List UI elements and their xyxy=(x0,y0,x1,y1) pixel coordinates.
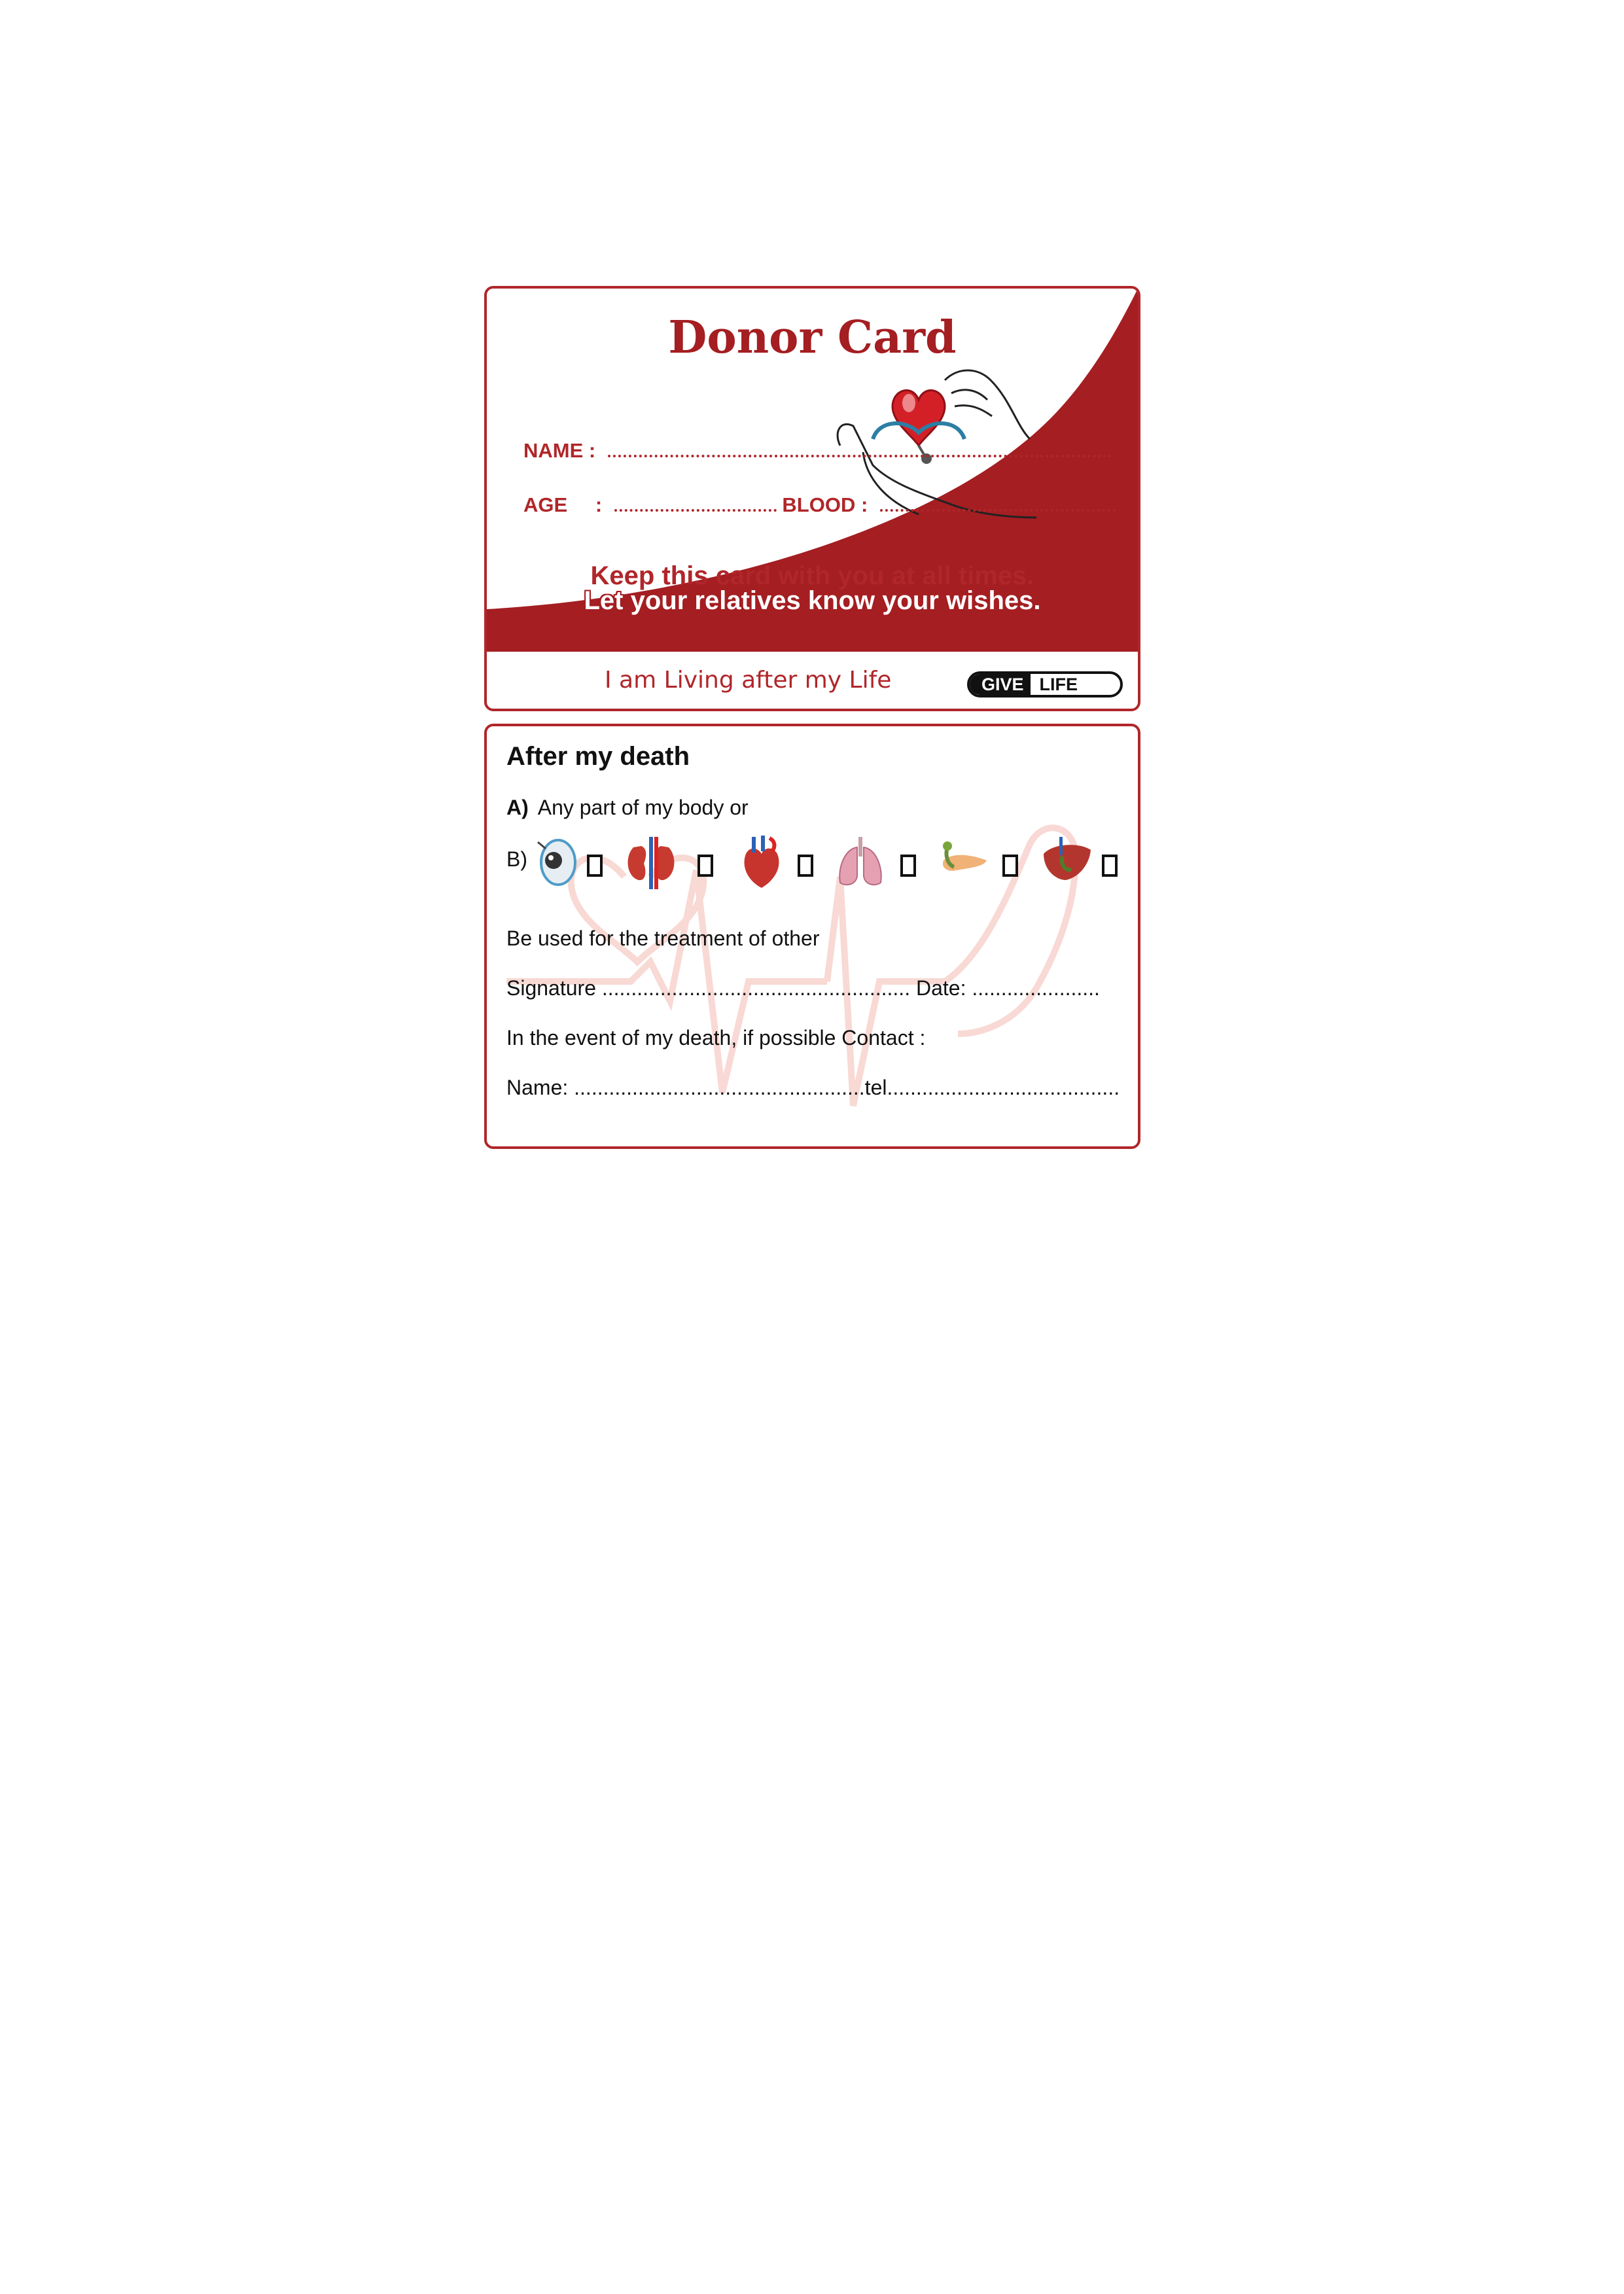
age-field[interactable] xyxy=(614,493,777,512)
option-b-marker: B) xyxy=(506,847,527,871)
contact-name-tel-line[interactable]: Name: ..................................................tel........................................ xyxy=(506,1076,1120,1099)
kidney-checkbox[interactable] xyxy=(697,855,713,877)
signature-date-line[interactable]: Signature ..................................................... Date: ...................... xyxy=(506,976,1100,1000)
contact-line: In the event of my death, if possible Contact : xyxy=(506,1026,926,1050)
slogan-line-2: Let your relatives know your wishes. xyxy=(584,586,1041,615)
treatment-line: Be used for the treatment of other xyxy=(506,926,820,950)
age-label: AGE xyxy=(523,493,568,516)
logo-give-text: GIVE xyxy=(970,674,1031,695)
slogan-line-1: Keep this card with you at all times. xyxy=(590,561,1034,590)
liver-icon xyxy=(1040,834,1093,891)
liver-checkbox[interactable] xyxy=(1102,855,1118,877)
lungs-icon xyxy=(834,834,887,891)
logo-life-text: LIFE xyxy=(1039,674,1078,694)
card-title: Donor Card xyxy=(668,311,957,364)
give-life-logo xyxy=(967,671,1123,697)
option-a-text: Any part of my body or xyxy=(537,796,749,819)
donor-card-front xyxy=(484,286,1140,711)
name-label: NAME : xyxy=(523,439,596,462)
pancreas-icon xyxy=(938,834,992,891)
option-a xyxy=(506,796,749,820)
tagline: I am Living after my Life xyxy=(605,667,892,694)
name-field-row xyxy=(523,439,1112,463)
eye-icon xyxy=(531,834,585,891)
kidney-icon xyxy=(624,834,678,891)
blood-label: BLOOD : xyxy=(782,493,868,516)
age-colon: : xyxy=(595,493,603,516)
blood-field[interactable] xyxy=(880,493,1116,512)
lungs-checkbox[interactable] xyxy=(900,855,916,877)
heart-icon xyxy=(734,834,788,891)
name-field[interactable] xyxy=(608,439,1112,457)
donor-card-back xyxy=(484,724,1140,1149)
heart-checkbox[interactable] xyxy=(798,855,813,877)
eye-checkbox[interactable] xyxy=(587,855,603,877)
pancreas-checkbox[interactable] xyxy=(1002,855,1018,877)
age-blood-row xyxy=(523,493,1116,517)
back-heading: After my death xyxy=(506,742,690,771)
option-a-marker: A) xyxy=(506,796,529,819)
